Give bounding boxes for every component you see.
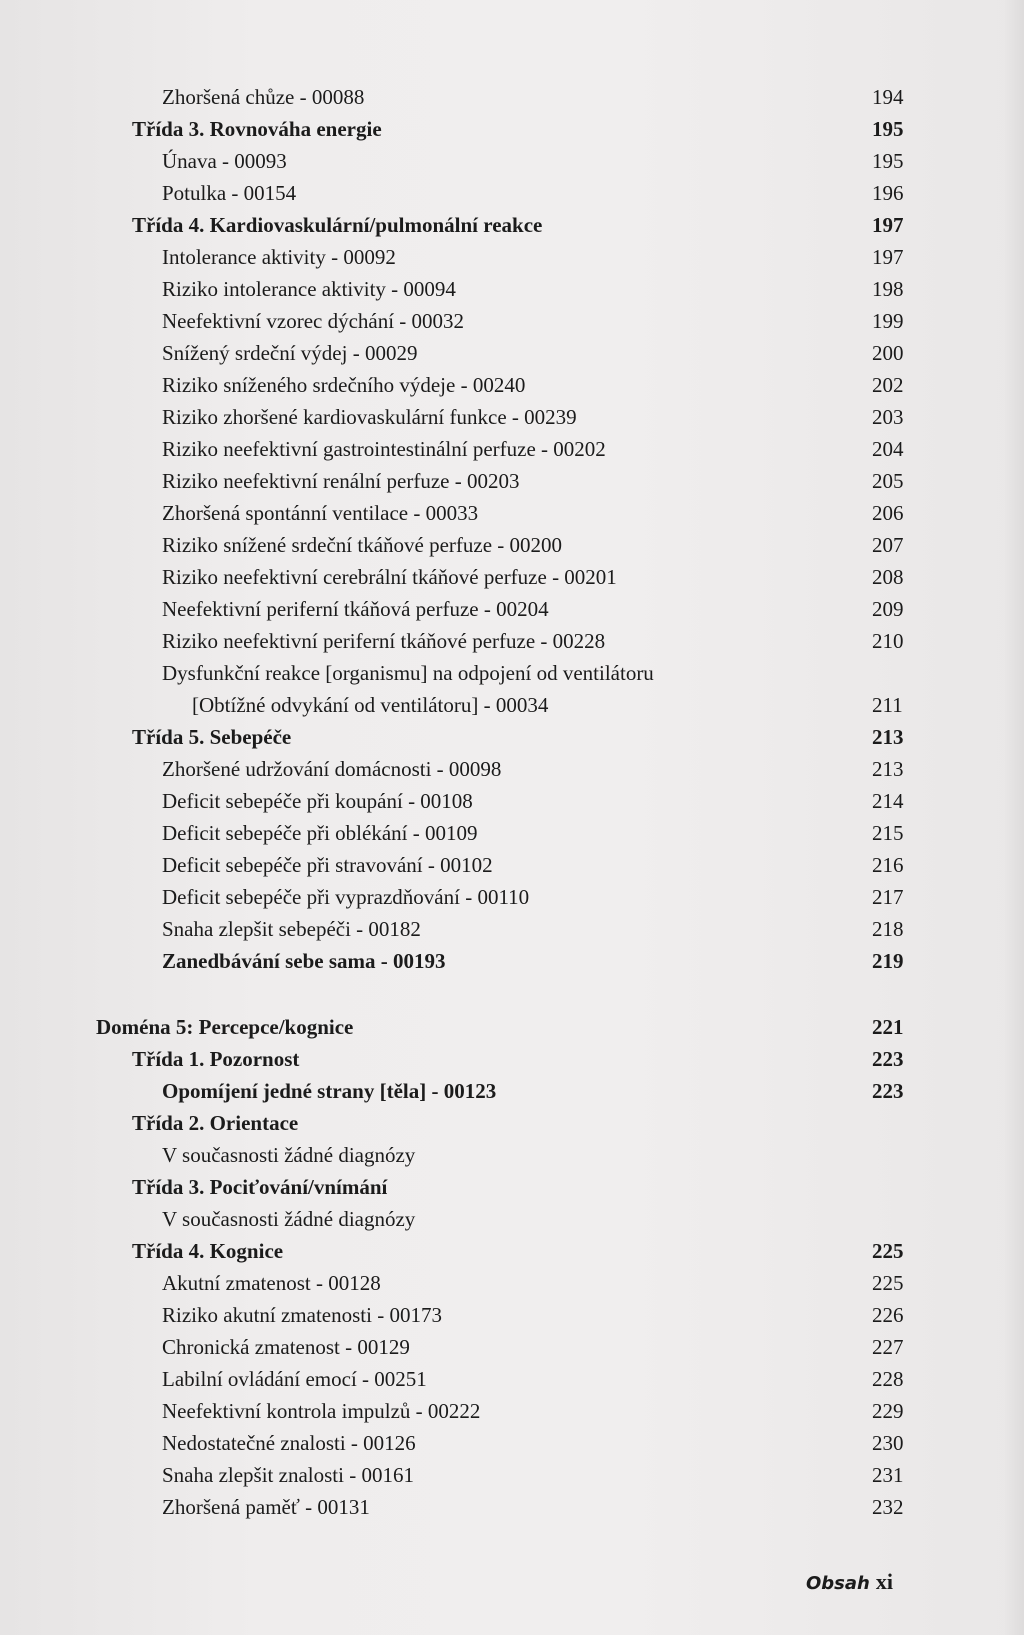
toc-entry-label: Riziko zhoršené kardiovaskulární funkce - 00239 xyxy=(162,405,577,429)
toc-entry xyxy=(0,562,1024,592)
toc-entry xyxy=(0,1492,1024,1522)
toc-entry-label: Riziko neefektivní gastrointestinální perfuze - 00202 xyxy=(162,437,606,461)
toc-entry-label: Riziko sníženého srdečního výdeje - 00240 xyxy=(162,373,526,397)
toc-entry xyxy=(0,274,1024,304)
toc-entry xyxy=(0,178,1024,208)
toc-entry-label: Snížený srdeční výdej - 00029 xyxy=(162,341,418,365)
toc-entry-page: 199 xyxy=(872,309,904,333)
toc-entry-label: Snaha zlepšit sebepéči - 00182 xyxy=(162,917,421,941)
toc-class-heading xyxy=(0,722,1024,752)
toc-entry xyxy=(0,370,1024,400)
toc-class-heading xyxy=(0,1044,1024,1074)
toc-class-heading xyxy=(0,114,1024,144)
toc-entry-label: Doména 5: Percepce/kognice xyxy=(96,1015,354,1039)
toc-entry xyxy=(0,658,1024,688)
toc-entry-label: Zhoršená chůze - 00088 xyxy=(162,85,365,109)
toc-entry-page: 229 xyxy=(872,1399,904,1423)
toc-class-heading xyxy=(0,1236,1024,1266)
toc-entry-label: Neefektivní vzorec dýchání - 00032 xyxy=(162,309,465,333)
toc-entry-page: 213 xyxy=(872,757,904,781)
toc-entry xyxy=(0,82,1024,112)
toc-entry-page: 232 xyxy=(872,1495,904,1519)
toc-entry-page: 215 xyxy=(872,821,904,845)
page-footer xyxy=(806,1567,893,1597)
toc-entry-label: Riziko neefektivní cerebrální tkáňové perfuze - 00201 xyxy=(162,565,617,589)
toc-entry-label: V současnosti žádné diagnózy xyxy=(162,1143,416,1167)
toc-entry xyxy=(0,338,1024,368)
toc-entry-label: Zhoršené udržování domácnosti - 00098 xyxy=(162,757,502,781)
toc-entry-label: Zanedbávání sebe sama - 00193 xyxy=(162,949,446,973)
toc-entry xyxy=(0,818,1024,848)
toc-entry-label: Riziko neefektivní periferní tkáňové perfuze - 00228 xyxy=(162,629,606,653)
toc-entry-page: 205 xyxy=(872,469,904,493)
toc-entry-label: Intolerance aktivity - 00092 xyxy=(162,245,396,269)
toc-entry-label: Únava - 00093 xyxy=(162,149,287,173)
toc-entry-label: [Obtížné odvykání od ventilátoru] - 00034 xyxy=(192,693,549,717)
toc-entry xyxy=(0,146,1024,176)
toc-entry-page: 197 xyxy=(872,245,904,269)
toc-entry xyxy=(0,1300,1024,1330)
toc-entry-label: Riziko neefektivní renální perfuze - 00203 xyxy=(162,469,520,493)
toc-entry-label: V současnosti žádné diagnózy xyxy=(162,1207,416,1231)
toc-entry-page: 198 xyxy=(872,277,904,301)
toc-entry xyxy=(0,1204,1024,1234)
toc-entry-page: 214 xyxy=(872,789,904,813)
toc-entry-page: 219 xyxy=(872,949,904,973)
footer-section-name: Obsah xyxy=(806,1573,870,1594)
toc-entry-label: Riziko snížené srdeční tkáňové perfuze - 00200 xyxy=(162,533,563,557)
toc-entry-page: 226 xyxy=(872,1303,904,1327)
toc-entry xyxy=(0,1332,1024,1362)
toc-entry xyxy=(0,402,1024,432)
toc-entry xyxy=(0,466,1024,496)
toc-entry-label: Nedostatečné znalosti - 00126 xyxy=(162,1431,416,1455)
toc-entry-label: Potulka - 00154 xyxy=(162,181,297,205)
toc-entry-page: 217 xyxy=(872,885,904,909)
toc-class-heading xyxy=(0,1108,1024,1138)
toc-entry xyxy=(0,306,1024,336)
toc-entry-page: 194 xyxy=(872,85,904,109)
toc-entry-page: 196 xyxy=(872,181,904,205)
toc-entry xyxy=(0,594,1024,624)
toc-entry-page: 197 xyxy=(872,213,904,237)
toc-domain-heading xyxy=(0,1012,1024,1042)
toc-entry-page: 227 xyxy=(872,1335,904,1359)
toc-entry xyxy=(0,1460,1024,1490)
toc-entry-page: 200 xyxy=(872,341,904,365)
toc-entry-page: 225 xyxy=(872,1239,904,1263)
toc-entry xyxy=(0,1268,1024,1298)
toc-entry-continuation xyxy=(0,690,1024,720)
toc-entry-label: Třída 2. Orientace xyxy=(132,1111,299,1135)
footer-page-number: xi xyxy=(875,1569,893,1594)
toc-entry-label: Deficit sebepéče při vyprazdňování - 00110 xyxy=(162,885,530,909)
toc-entry-label: Snaha zlepšit znalosti - 00161 xyxy=(162,1463,414,1487)
toc-entry xyxy=(0,242,1024,272)
toc-entry xyxy=(0,946,1024,976)
toc-entry xyxy=(0,434,1024,464)
toc-entry-page: 223 xyxy=(872,1047,904,1071)
toc-entry-page: 208 xyxy=(872,565,904,589)
toc-entry-label: Třída 3. Rovnováha energie xyxy=(132,117,382,141)
toc-entry xyxy=(0,850,1024,880)
toc-entry xyxy=(0,1140,1024,1170)
toc-entry-label: Chronická zmatenost - 00129 xyxy=(162,1335,410,1359)
toc-entry xyxy=(0,498,1024,528)
toc-entry-label: Deficit sebepéče při oblékání - 00109 xyxy=(162,821,478,845)
toc-entry-label: Riziko intolerance aktivity - 00094 xyxy=(162,277,456,301)
toc-entry-label: Třída 4. Kognice xyxy=(132,1239,284,1263)
toc-entry xyxy=(0,914,1024,944)
toc-entry-label: Labilní ovládání emocí - 00251 xyxy=(162,1367,427,1391)
toc-entry-page: 223 xyxy=(872,1079,904,1103)
toc-entry-page: 209 xyxy=(872,597,904,621)
toc-entry-page: 221 xyxy=(872,1015,904,1039)
toc-entry-label: Akutní zmatenost - 00128 xyxy=(162,1271,381,1295)
toc-entry xyxy=(0,754,1024,784)
toc-entry-label: Zhoršená spontánní ventilace - 00033 xyxy=(162,501,479,525)
toc-entry xyxy=(0,1396,1024,1426)
toc-entry-page: 218 xyxy=(872,917,904,941)
toc-entry-label: Deficit sebepéče při koupání - 00108 xyxy=(162,789,473,813)
toc-class-heading xyxy=(0,210,1024,240)
toc-entry-page: 210 xyxy=(872,629,904,653)
toc-entry xyxy=(0,882,1024,912)
toc-entry xyxy=(0,1076,1024,1106)
toc-entry-label: Neefektivní kontrola impulzů - 00222 xyxy=(162,1399,481,1423)
toc-entry xyxy=(0,1364,1024,1394)
toc-entry-page: 202 xyxy=(872,373,904,397)
toc-entry-label: Zhoršená paměť - 00131 xyxy=(162,1495,370,1519)
toc-entry xyxy=(0,530,1024,560)
toc-entry-page: 195 xyxy=(872,149,904,173)
toc-entry-label: Dysfunkční reakce [organismu] na odpojení od ventilátoru xyxy=(162,661,654,685)
toc-entry-label: Třída 4. Kardiovaskulární/pulmonální reakce xyxy=(132,213,543,237)
toc-entry-label: Třída 3. Pociťování/vnímání xyxy=(132,1175,388,1199)
toc-entry-label: Deficit sebepéče při stravování - 00102 xyxy=(162,853,493,877)
toc-entry-page: 216 xyxy=(872,853,904,877)
toc-entry-page: 231 xyxy=(872,1463,904,1487)
toc-entry-label: Třída 1. Pozornost xyxy=(132,1047,300,1071)
toc-entry xyxy=(0,1428,1024,1458)
toc-entry xyxy=(0,626,1024,656)
toc-entry-page: 211 xyxy=(872,693,903,717)
toc-class-heading xyxy=(0,1172,1024,1202)
toc-entry-label: Opomíjení jedné strany [těla] - 00123 xyxy=(162,1079,497,1103)
toc-entry-page: 195 xyxy=(872,117,904,141)
toc-entry-page: 213 xyxy=(872,725,904,749)
toc-entry xyxy=(0,786,1024,816)
toc-entry-page: 228 xyxy=(872,1367,904,1391)
toc-entry-page: 206 xyxy=(872,501,904,525)
toc-entry-label: Neefektivní periferní tkáňová perfuze - 00204 xyxy=(162,597,549,621)
toc-entry-label: Riziko akutní zmatenosti - 00173 xyxy=(162,1303,442,1327)
toc-entry-page: 207 xyxy=(872,533,904,557)
toc-entry-page: 230 xyxy=(872,1431,904,1455)
toc-entry-page: 225 xyxy=(872,1271,904,1295)
toc-entry-label: Třída 5. Sebepéče xyxy=(132,725,292,749)
toc-entry-page: 203 xyxy=(872,405,904,429)
toc-entry-page: 204 xyxy=(872,437,904,461)
